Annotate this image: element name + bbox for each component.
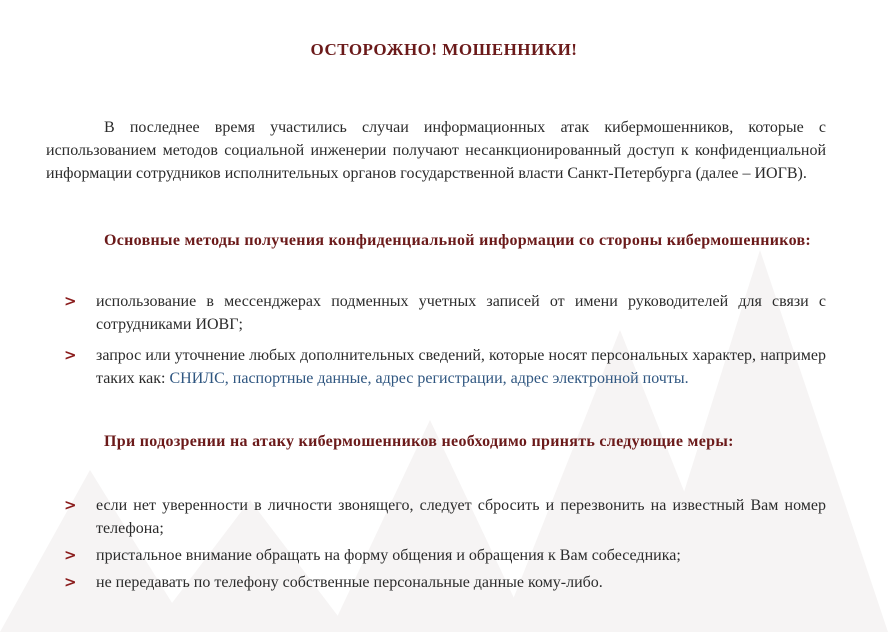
methods-heading: Основные методы получения конфиденциальной информации со стороны кибермошенников: (104, 232, 812, 249)
measures-heading: При подозрении на атаку кибермошенников необходимо принять следующие меры: (104, 433, 734, 450)
list-item-text: использование в мессенджерах подменных учетных записей от имени руководителей для связи с сотрудниками ИОВГ; (96, 293, 826, 333)
list-item-text: не передавать по телефону собственные персональные данные кому-либо. (96, 574, 603, 591)
chevron-right-icon: > (64, 573, 77, 591)
list-item (64, 344, 826, 390)
page-title: ОСТОРОЖНО! МОШЕННИКИ! (310, 40, 578, 59)
chevron-right-icon: > (64, 496, 77, 514)
methods-list (64, 290, 826, 390)
list-item-text: пристальное внимание обращать на форму общения и обращения к Вам собеседника; (96, 547, 681, 564)
list-item (64, 290, 826, 336)
list-item (64, 494, 826, 540)
chevron-right-icon: > (64, 546, 77, 564)
intro-paragraph: В последнее время участились случаи информационных атак кибермошенников, которые с использованием методов социальной инженерии получают несанкционированный доступ к конфиденциальной информации сотрудников исполнительных органов государственной власти Санкт-Петербурга (далее – ИОГВ). (46, 119, 826, 182)
list-item-text: запрос или уточнение любых дополнительных сведений, которые носят персональных характер, например таких как: (96, 347, 826, 387)
chevron-right-icon: > (64, 292, 77, 310)
chevron-right-icon: > (64, 346, 77, 364)
list-item (64, 544, 826, 567)
list-item-text: если нет уверенности в личности звонящего, следует сбросить и перезвонить на известный Вам номер телефона; (96, 497, 826, 537)
list-item (64, 571, 826, 594)
personal-data-examples: СНИЛС, паспортные данные, адрес регистрации, адрес электронной почты. (169, 370, 689, 387)
measures-list (64, 494, 826, 594)
